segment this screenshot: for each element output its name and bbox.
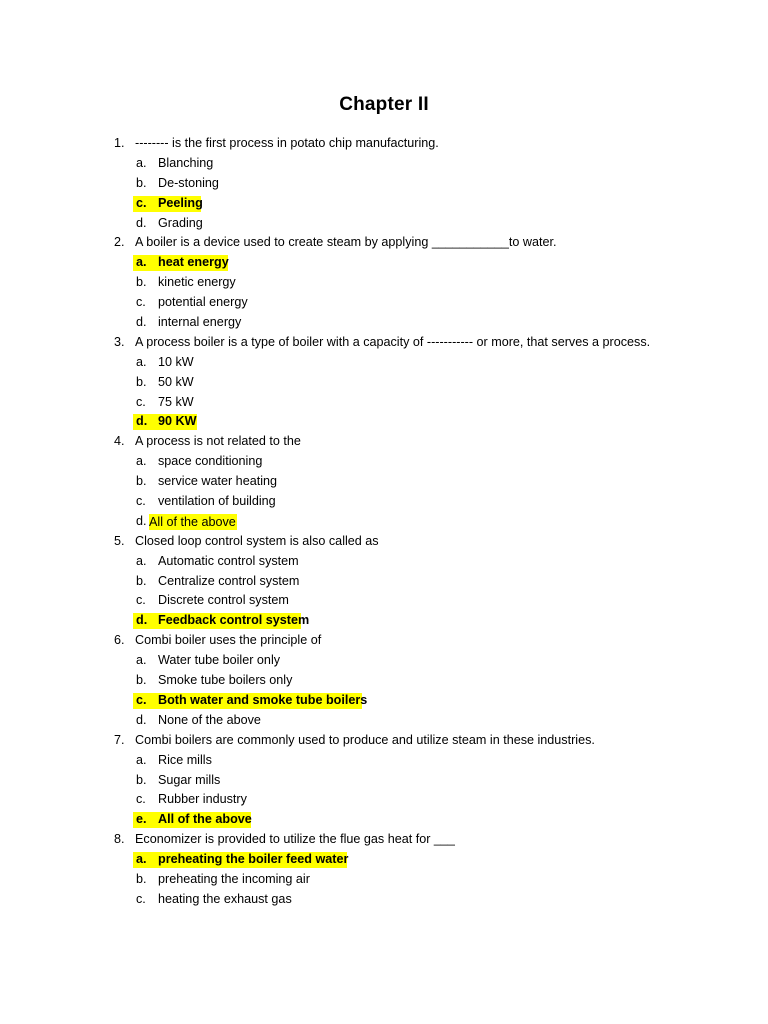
option-text: Peeling (158, 195, 203, 210)
option-letter: a. (136, 553, 147, 568)
question-4 (0, 432, 768, 452)
option-letter: c. (136, 494, 146, 509)
option-4c (0, 492, 768, 512)
question-3 (0, 333, 768, 353)
question-number: 2. (114, 235, 125, 250)
option-letter: c. (136, 891, 146, 906)
option-2b (0, 273, 768, 293)
option-3c (0, 393, 768, 413)
option-letter: d. (136, 712, 147, 727)
option-text: Rice mills (158, 752, 212, 767)
option-7b (0, 771, 768, 791)
option-letter: d. (136, 215, 147, 230)
option-letter: d. (136, 315, 147, 330)
question-5 (0, 532, 768, 552)
question-text: Combi boiler uses the principle of (135, 633, 322, 648)
option-letter: c. (136, 195, 147, 210)
option-7c (0, 790, 768, 810)
question-text: A process is not related to the (135, 434, 301, 449)
question-text: A process boiler is a type of boiler with a capacity of ----------- or more, that serves a process. (135, 334, 651, 349)
option-letter: a. (136, 752, 147, 767)
option-6c-answer (0, 691, 768, 711)
question-text: Closed loop control system is also called as (135, 533, 379, 548)
option-1a (0, 154, 768, 174)
option-5c (0, 591, 768, 611)
option-letter: b. (136, 871, 147, 886)
option-letter: a. (136, 155, 147, 170)
option-letter: c. (136, 295, 146, 310)
option-text: service water heating (158, 474, 278, 489)
option-letter: a. (136, 653, 147, 668)
option-letter: c. (136, 394, 146, 409)
option-letter: c. (136, 692, 147, 707)
question-text: Economizer is provided to utilize the flue gas heat for ___ (135, 832, 455, 847)
option-2a-answer (0, 253, 768, 273)
option-text: 50 kW (158, 374, 194, 389)
option-text: All of the above (149, 514, 236, 529)
option-text: Sugar mills (158, 772, 221, 787)
question-number: 5. (114, 533, 125, 548)
option-text: internal energy (158, 315, 242, 330)
option-text: Rubber industry (158, 792, 247, 807)
option-text: Centralize control system (158, 573, 300, 588)
option-letter: c. (136, 593, 146, 608)
question-number: 8. (114, 832, 125, 847)
option-3b (0, 373, 768, 393)
question-number: 6. (114, 633, 125, 648)
option-text: Automatic control system (158, 553, 299, 568)
option-text: heat energy (158, 255, 229, 270)
option-text: Smoke tube boilers only (158, 673, 293, 688)
question-number: 4. (114, 434, 125, 449)
option-text: Both water and smoke tube boilers (158, 692, 368, 707)
option-text: 75 kW (158, 394, 194, 409)
option-letter: d. (136, 613, 148, 628)
option-text: heating the exhaust gas (158, 891, 292, 906)
question-text: Combi boilers are commonly used to produce and utilize steam in these industries. (135, 732, 595, 747)
option-text: All of the above (158, 812, 252, 827)
option-text: ventilation of building (158, 494, 276, 509)
question-list (0, 134, 768, 910)
option-letter: b. (136, 772, 147, 787)
option-letter: b. (136, 673, 147, 688)
option-letter: a. (136, 354, 147, 369)
option-8b (0, 870, 768, 890)
option-1d (0, 214, 768, 234)
question-7 (0, 731, 768, 751)
option-4b (0, 472, 768, 492)
option-text: Discrete control system (158, 593, 289, 608)
option-1c-answer (0, 194, 768, 214)
option-text: 10 kW (158, 354, 194, 369)
option-8c (0, 890, 768, 910)
option-letter: c. (136, 792, 146, 807)
option-text: potential energy (158, 295, 248, 310)
question-8 (0, 830, 768, 850)
option-2d (0, 313, 768, 333)
question-6 (0, 631, 768, 651)
option-3a (0, 353, 768, 373)
option-text: Feedback control system (158, 613, 310, 628)
question-number: 1. (114, 136, 125, 150)
option-8a-answer (0, 850, 768, 870)
option-text: preheating the incoming air (158, 871, 310, 886)
option-text: 90 KW (158, 414, 197, 429)
page-title: Chapter II (339, 94, 429, 115)
question-text: -------- is the first process in potato chip manufacturing. (135, 136, 439, 150)
option-2c (0, 293, 768, 313)
option-6b (0, 671, 768, 691)
option-4d-answer (0, 512, 768, 532)
option-text: space conditioning (158, 454, 263, 469)
option-1b (0, 174, 768, 194)
option-letter: d. (136, 414, 148, 429)
option-letter: e. (136, 812, 147, 827)
option-text: Blanching (158, 155, 214, 170)
option-letter: a. (136, 255, 147, 270)
question-1 (0, 134, 768, 154)
option-letter: b. (136, 474, 147, 489)
option-6a (0, 651, 768, 671)
option-5d-answer (0, 611, 768, 631)
option-4a (0, 452, 768, 472)
option-text: None of the above (158, 712, 261, 727)
option-text: De-stoning (158, 175, 219, 190)
question-number: 3. (114, 334, 125, 349)
option-text: preheating the boiler feed water (158, 852, 349, 867)
option-5b (0, 572, 768, 592)
option-letter: b. (136, 374, 147, 389)
question-2 (0, 233, 768, 253)
option-letter: b. (136, 275, 147, 290)
option-7a (0, 751, 768, 771)
option-text: Water tube boiler only (158, 653, 281, 668)
option-letter: b. (136, 573, 147, 588)
option-6d (0, 711, 768, 731)
option-text: Grading (158, 215, 203, 230)
question-number: 7. (114, 732, 125, 747)
option-7e-answer (0, 810, 768, 830)
option-3d-answer (0, 412, 768, 432)
option-letter: a. (136, 852, 147, 867)
option-text: kinetic energy (158, 275, 236, 290)
option-5a (0, 552, 768, 572)
option-letter: d. (136, 513, 147, 528)
option-letter: a. (136, 454, 147, 469)
option-letter: b. (136, 175, 147, 190)
question-text: A boiler is a device used to create steam by applying ___________to water. (135, 235, 557, 250)
